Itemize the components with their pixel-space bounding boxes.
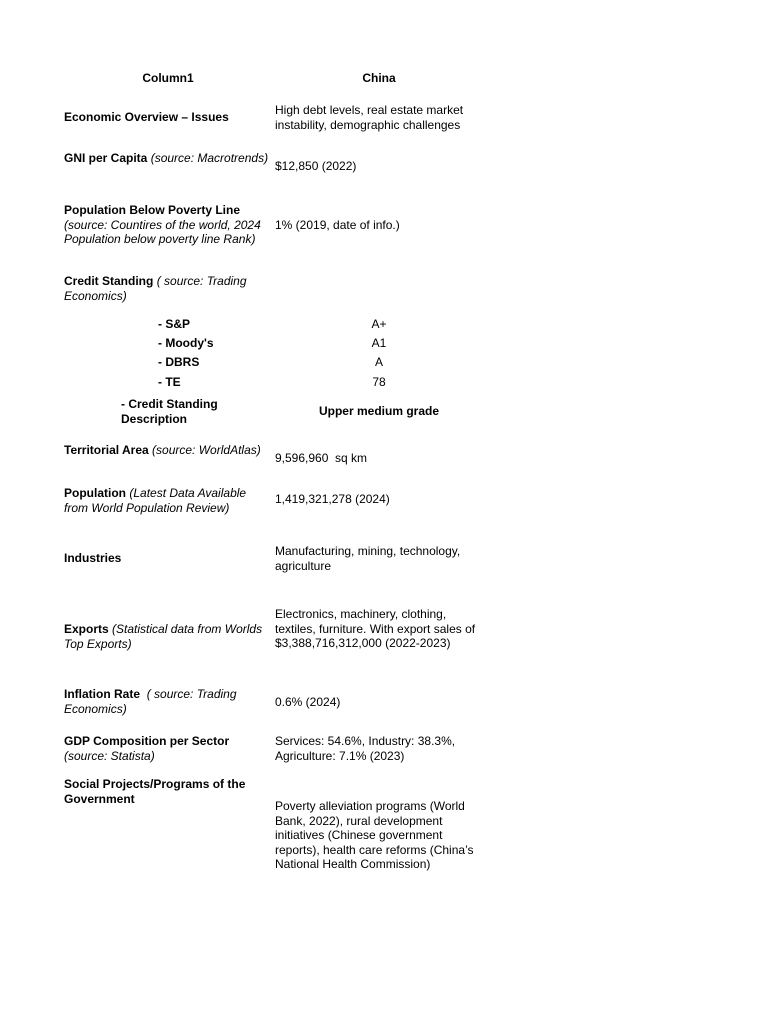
rating-te-label: - TE — [158, 375, 181, 389]
column-header-1: Column1 — [142, 71, 194, 85]
exports-source: (Statistical data from Worlds Top Exports) — [64, 622, 263, 651]
population-label: Population — [64, 486, 126, 500]
column-header-2: China — [362, 71, 396, 85]
territory-label-cell — [64, 443, 284, 458]
poverty-value: 1% (2019, date of info.) — [275, 218, 400, 232]
rating-dbrs-label: - DBRS — [158, 355, 200, 369]
gdp-source: (source: Statista) — [64, 748, 155, 763]
rating-sp-value: A+ — [371, 317, 387, 331]
economic-overview-value: High debt levels, real estate market instability, demographic challenges — [275, 103, 464, 132]
industries-label: Industries — [64, 551, 122, 565]
economic-overview-label: Economic Overview – Issues — [64, 110, 229, 124]
inflation-value: 0.6% (2024) — [275, 695, 341, 709]
territory-source: (source: WorldAtlas) — [152, 443, 261, 457]
rating-dbrs-value: A — [374, 355, 383, 369]
inflation-label: Inflation Rate — [64, 687, 141, 701]
gdp-value: Services: 54.6%, Industry: 38.3%, Agriculture: 7.1% (2023) — [275, 734, 456, 763]
gni-value: $12,850 (2022) — [275, 159, 357, 173]
gdp-label: GDP Composition per Sector — [64, 734, 230, 748]
credit-label-cell — [64, 274, 276, 303]
credit-label: Credit Standing — [64, 274, 154, 288]
population-label-cell — [64, 486, 269, 515]
gni-label-cell — [64, 151, 276, 166]
industries-value: Manufacturing, mining, technology, agriculture — [275, 544, 461, 573]
rating-sp-label: - S&P — [158, 317, 191, 331]
gdp-label-cell — [64, 734, 276, 763]
territory-value: 9,596,960 sq km — [275, 451, 368, 465]
poverty-label-cell — [64, 203, 276, 247]
exports-label: Exports — [64, 622, 109, 636]
rating-moodys-label: - Moody's — [158, 336, 214, 350]
population-value: 1,419,321,278 (2024) — [275, 492, 390, 506]
exports-value: Electronics, machinery, clothing, textiles, furniture. With export sales of $3,388,716,312,000 (2022-2023) — [275, 607, 492, 650]
gni-source: (source: Macrotrends) — [150, 151, 269, 165]
social-value: Poverty alleviation programs (World Bank, 2022), rural development initiatives (Chinese government reports), health care reforms (China’s National Health Commission) — [275, 799, 474, 871]
poverty-source: (source: Countires of the world, 2024 Population below poverty line Rank) — [64, 217, 261, 246]
inflation-label-cell — [64, 687, 254, 716]
rating-te-value: 78 — [372, 375, 386, 389]
social-label: Social Projects/Programs of the Government — [64, 777, 246, 806]
inflation-source: ( source: Trading Economics) — [64, 687, 240, 716]
rating-moodys-value: A1 — [371, 336, 387, 350]
territory-label: Territorial Area — [64, 443, 149, 457]
gni-label: GNI per Capita — [64, 151, 148, 165]
exports-label-cell — [64, 622, 276, 651]
poverty-label: Population Below Poverty Line — [64, 203, 241, 217]
credit-source: ( source: Trading Economics) — [64, 274, 247, 303]
credit-description-label: - Credit Standing Description — [121, 397, 218, 426]
population-source: (Latest Data Available from World Population Review) — [64, 486, 247, 515]
credit-description-value: Upper medium grade — [318, 404, 440, 418]
